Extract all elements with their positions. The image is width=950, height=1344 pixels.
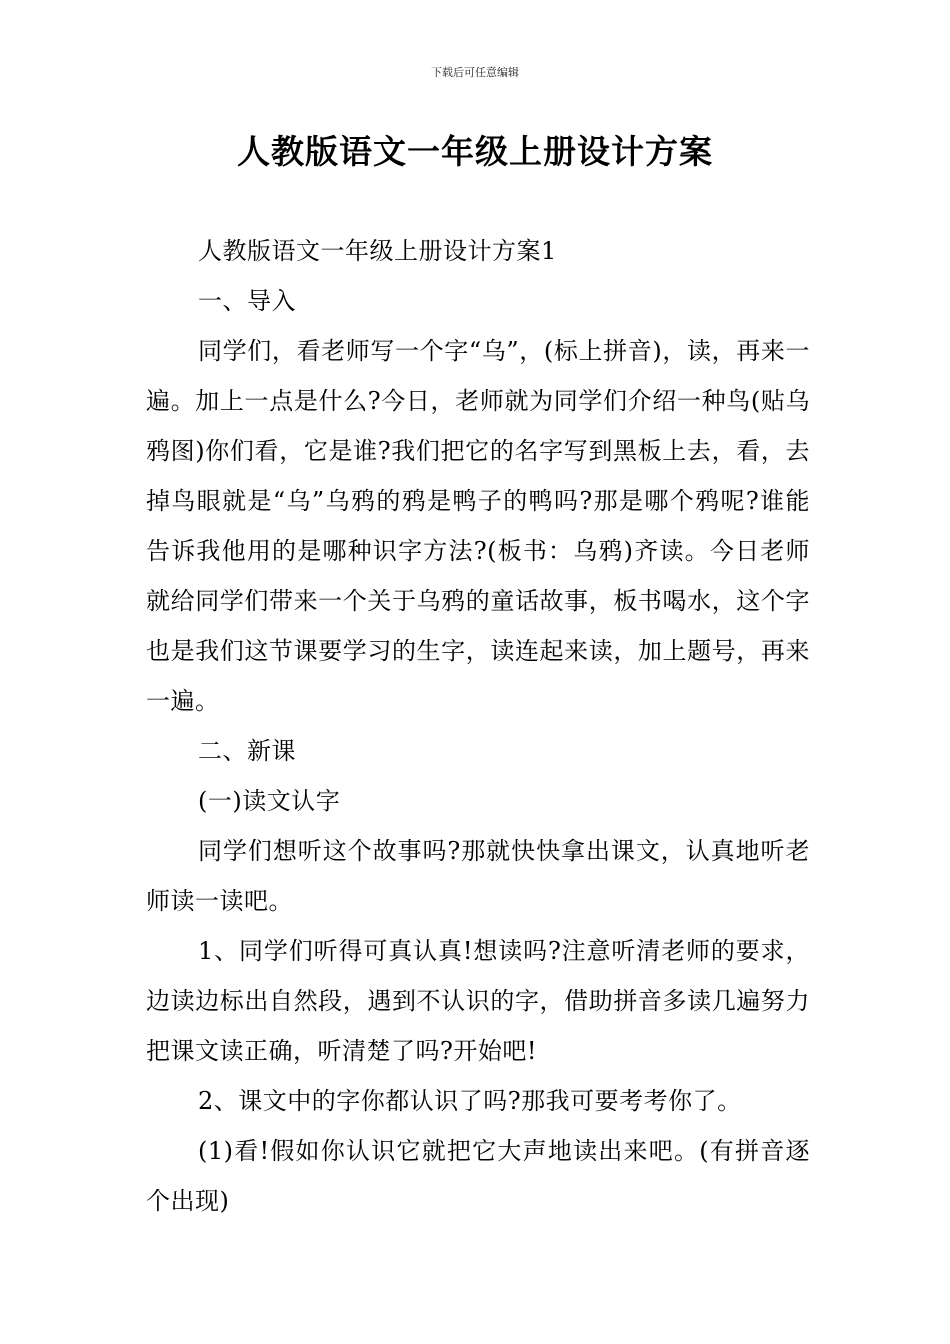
paragraph-step-2-1: (1)看!假如你认识它就把它大声地读出来吧。(有拼音逐个出现) — [146, 1137, 810, 1215]
section-heading-new-lesson: 二、新课 — [198, 737, 296, 765]
paragraph-step-1: 1、同学们听得可真认真!想读吗?注意听清老师的要求，边读边标出自然段，遇到不认识的字，借助拼音多读几遍努力把课文读正确，听清楚了吗?开始吧! — [146, 937, 810, 1065]
paragraph-listen: 同学们想听这个故事吗?那就快快拿出课文，认真地听老师读一读吧。 — [146, 837, 810, 915]
subsection-heading-reading: (一)读文认字 — [198, 787, 341, 815]
section-heading-plan-1: 人教版语文一年级上册设计方案1 — [198, 237, 557, 265]
section-heading-intro: 一、导入 — [198, 287, 296, 315]
paragraph-step-2: 2、课文中的字你都认识了吗?那我可要考考你了。 — [198, 1087, 742, 1115]
document-title: 人教版语文一年级上册设计方案 — [237, 132, 713, 171]
document-body — [146, 226, 810, 1226]
paragraph-intro-text: 同学们，看老师写一个字“乌”，(标上拼音)，读，再来一遍。加上一点是什么?今日，老师就为同学们介绍一种鸟(贴乌鸦图)你们看，它是谁?我们把它的名字写到黑板上去，看，去掉鸟眼就是“乌”乌鸦的鸦是鸭子的鸭吗?那是哪个鸦呢?谁能告诉我他用的是哪种识字方法?(板书：乌鸦)齐读。今日老师就给同学们带来一个关于乌鸦的童话故事，板书喝水，这个字也是我们这节课要学习的生字，读连起来读，加上题号，再来一遍。 — [146, 337, 810, 715]
header-note: 下载后可任意编辑 — [431, 66, 519, 79]
